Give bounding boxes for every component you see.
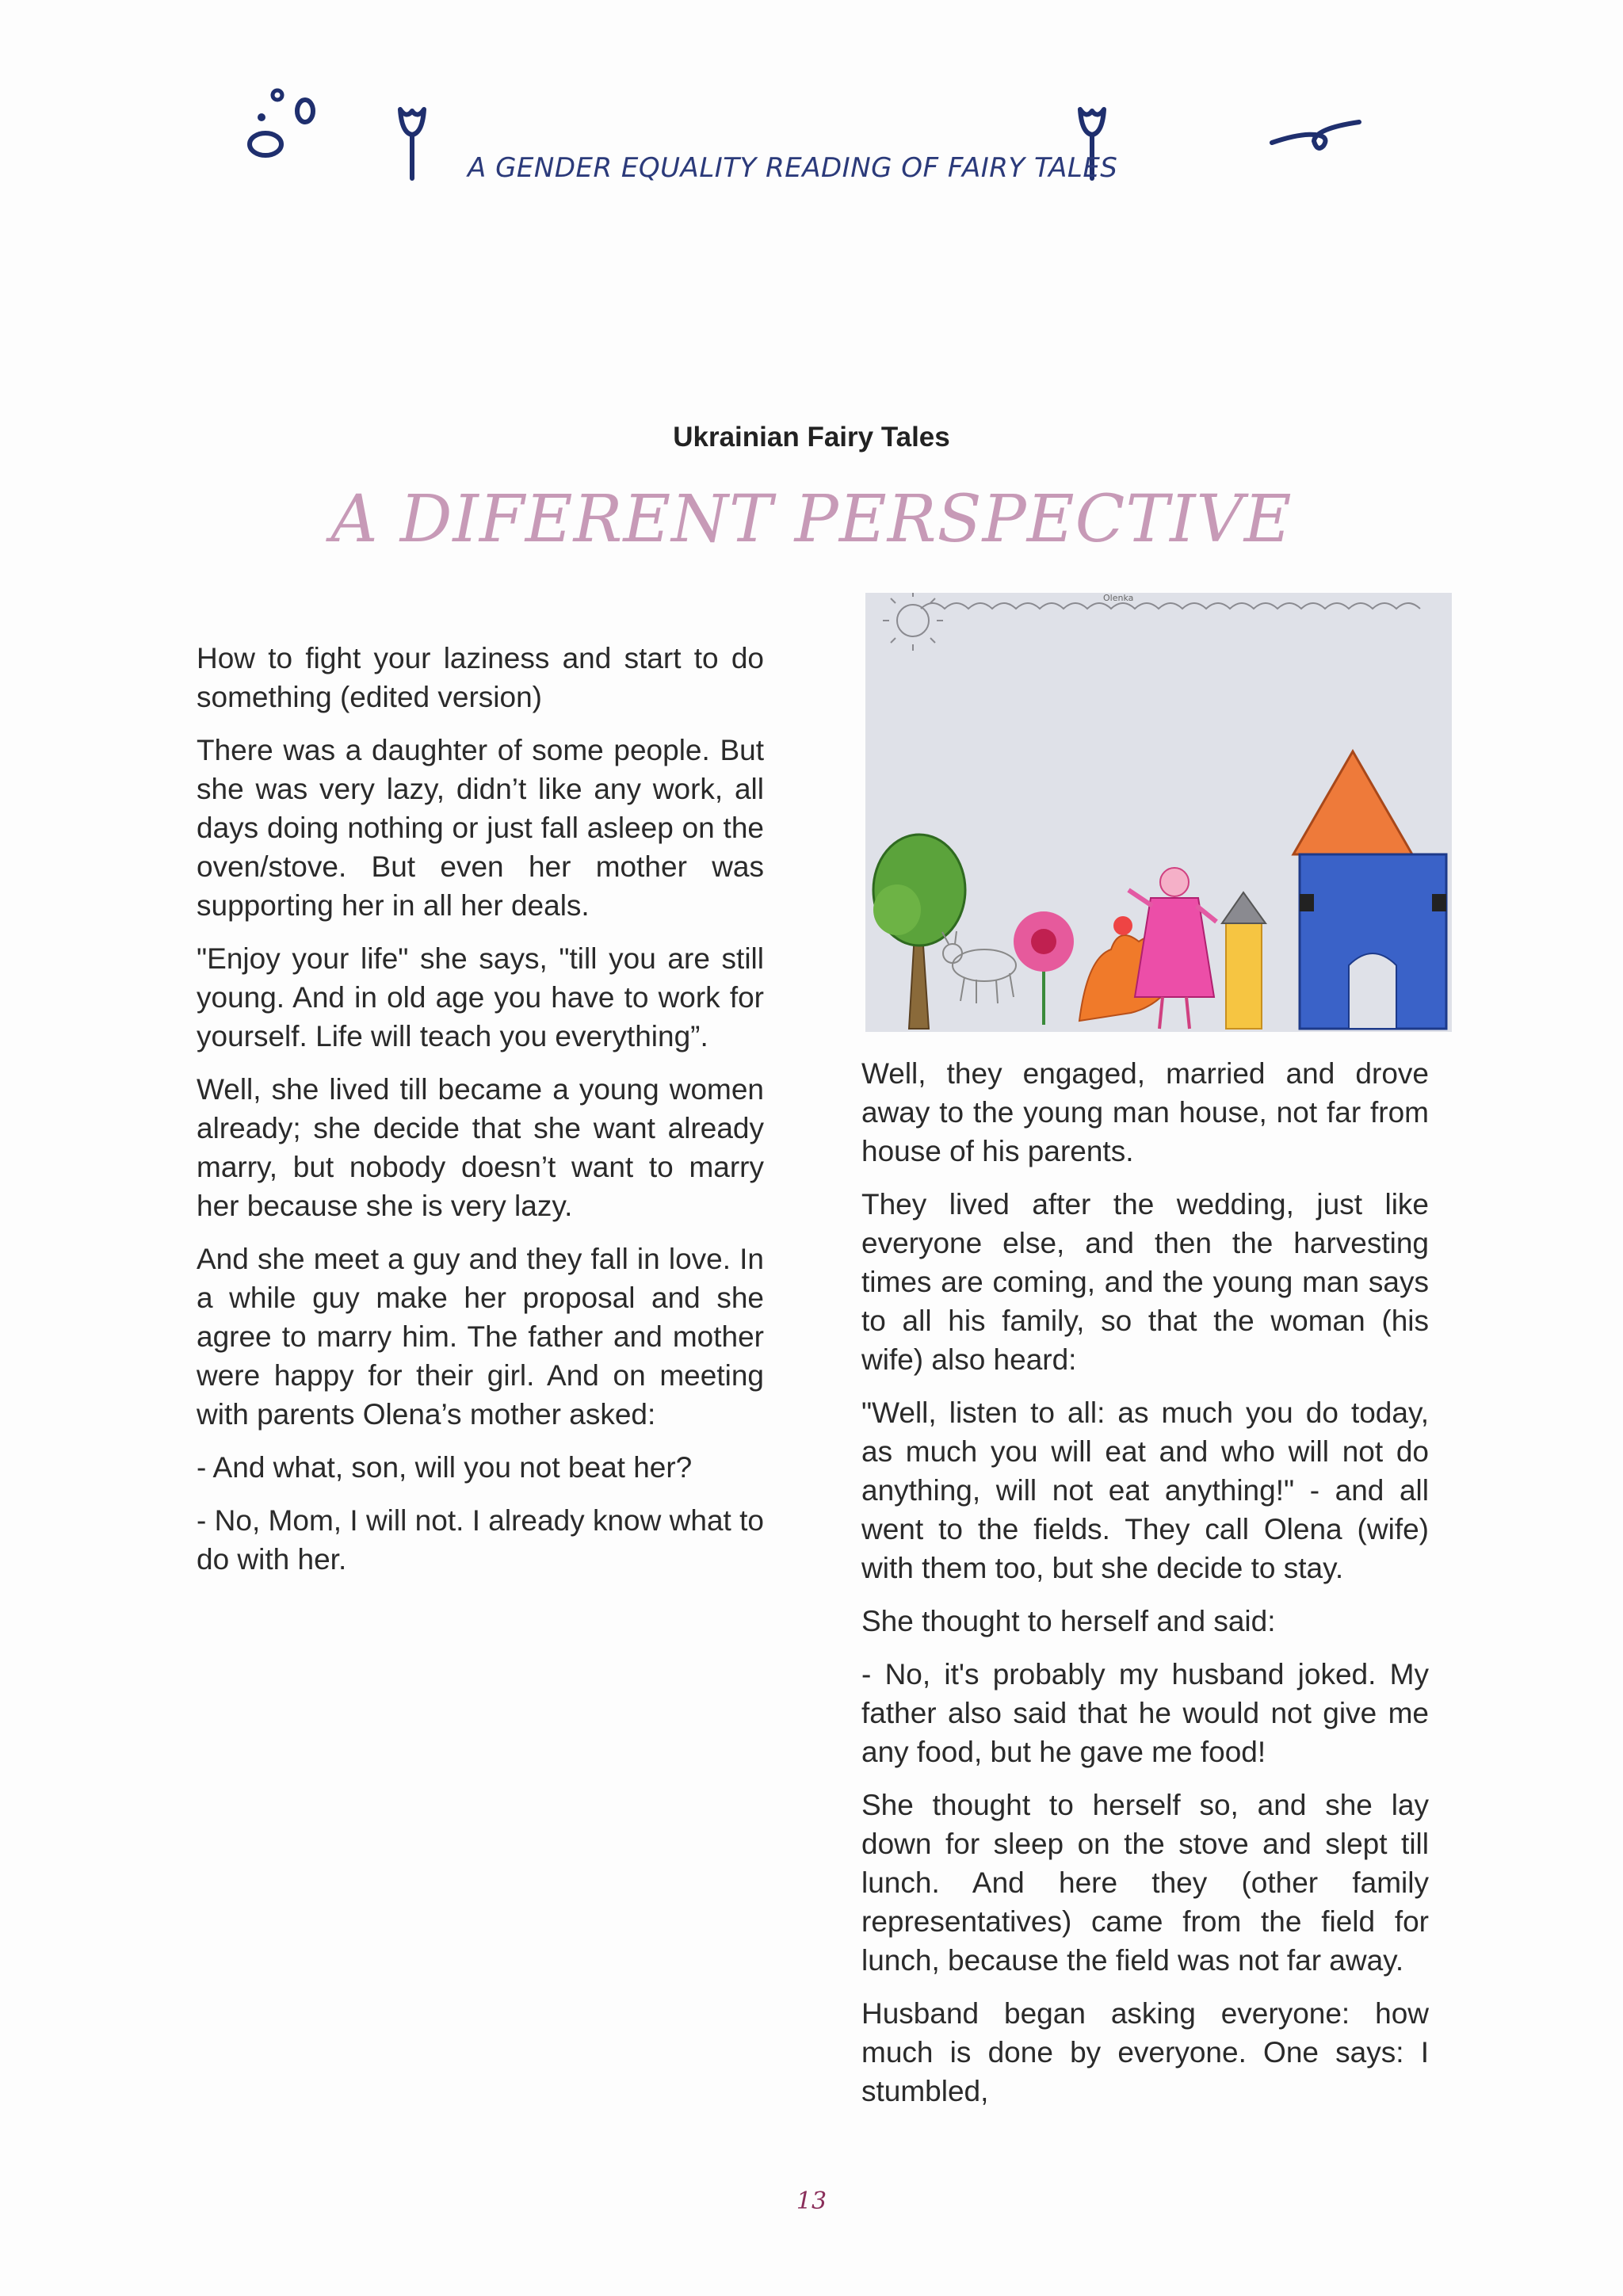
page-number: 13 [796,2187,827,2215]
article-title: A DIFERENT PERSPECTIVE [330,482,1293,557]
left-column [197,639,764,1593]
right-column [861,1054,1429,2125]
paragraph: How to fight your laziness and start to do something (edited version) [197,642,764,713]
paragraph: "Well, listen to all: as much you do today, as much you will eat and who will not do anything, will not eat anything!" - and all went to the fields. They call Olena (wife) with them too, but she decide to stay. [861,1396,1429,1584]
paragraph: - No, Mom, I will not. I already know what to do with her. [197,1504,764,1576]
paragraph: Husband began asking everyone: how much is done by everyone. One says: I stumbled, [861,1997,1429,2107]
paragraph: - No, it's probably my husband joked. My father also said that he would not give me any food, but he gave me food! [861,1658,1429,1768]
paragraph: She thought to herself and said: [861,1605,1276,1637]
paragraph: Well, she lived till became a young women already; she decide that she want already marry, but nobody doesn’t want to marry her because she is very lazy. [197,1073,764,1222]
paragraph: - And what, son, will you not beat her? [197,1451,693,1484]
paragraph: She thought to herself so, and she lay down for sleep on the stove and slept till lunch. And here they (other family representatives) came from the field for lunch, because the field was not far away. [861,1789,1429,1977]
paragraph: There was a daughter of some people. But she was very lazy, didn’t like any work, all days doing nothing or just fall asleep on the oven/stove. But even her mother was supporting her in all her deals. [197,734,764,922]
running-header: A GENDER EQUALITY READING OF FAIRY TALES [468,152,1118,184]
paragraph: Well, they engaged, married and drove away to the young man house, not far from house of his parents. [861,1057,1429,1167]
swirl-doodle-icon [1268,111,1363,159]
article-kicker: Ukrainian Fairy Tales [673,422,950,453]
drawing-signature: Olenka [1103,593,1134,603]
circles-doodle-icon [238,79,325,166]
paragraph: "Enjoy your life" she says, "till you are still young. And in old age you have to work for yourself. Life will teach you everything”. [197,942,764,1052]
tower-icon [1222,892,1266,1029]
paragraph: They lived after the wedding, just like everyone else, and then the harvesting times are coming, and the young man says to all his family, so that the woman (his wife) also heard: [861,1188,1429,1376]
tulip-doodle-icon-left [392,103,432,182]
child-drawing-illustration [865,593,1452,1032]
paragraph: And she meet a guy and they fall in love. In a while guy make her proposal and she agree to marry him. The father and mother were happy for their girl. And on meeting with parents Olena’s mother asked: [197,1243,764,1431]
